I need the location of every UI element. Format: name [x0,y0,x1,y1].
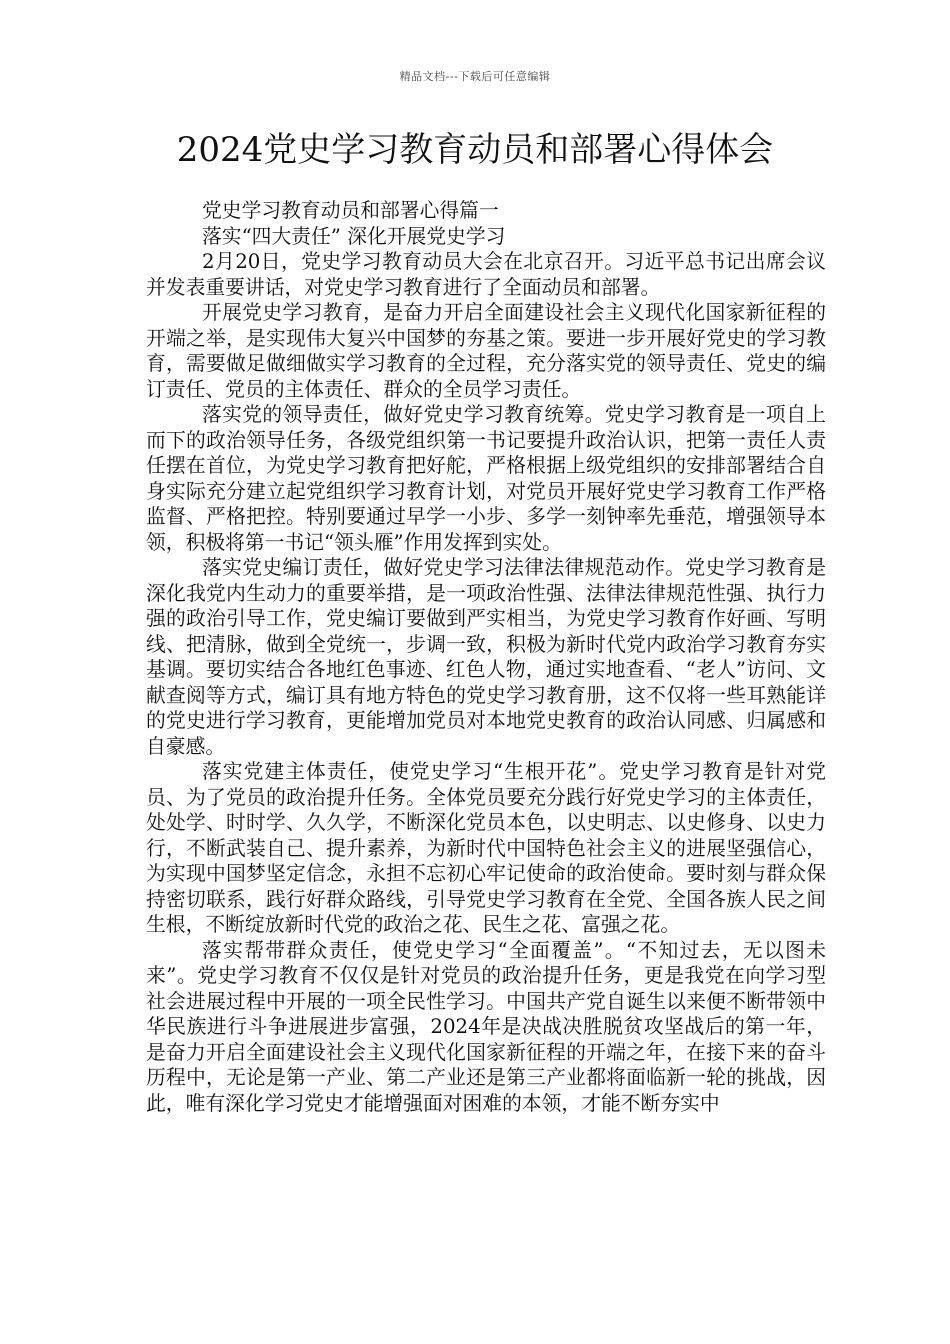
paragraph: 开展党史学习教育，是奋力开启全面建设社会主义现代化国家新征程的开端之举，是实现伟大复兴中国梦的夯基之策。要进一步开展好党史的学习教育，需要做足做细做实学习教育的全过程，充分落实党的领导责任、党史的编订责任、党员的主体责任、群众的全员学习责任。 [146,301,826,401]
section-subtitle: 落实“四大责任” 深化开展党史学习 [202,224,506,248]
paragraph: 落实党建主体责任，使党史学习“生根开花”。党史学习教育是针对党员、为了党员的政治提升任务。全体党员要充分践行好党史学习的主体责任，处处学、时时学、久久学，不断深化党员本色，以史明志、以史修身、以史力行，不断武装自己、提升素养，为新时代中国特色社会主义的进展坚强信心，为实现中国梦坚定信念，永担不忘初心牢记使命的政治使命。要时刻与群众保持密切联系，践行好群众路线，引导党史学习教育在全党、全国各族人民之间生根，不断绽放新时代党的政治之花、民生之花、富强之花。 [146,760,826,936]
page-header-note: 精品文档---下载后可任意编辑 [399,70,551,83]
section-heading: 党史学习教育动员和部署心得篇一 [202,199,499,222]
paragraph: 落实帮带群众责任，使党史学习“全面覆盖”。“不知过去，无以图未来”。党史学习教育不仅仅是针对党员的政治提升任务，更是我党在向学习型社会进展过程中开展的一项全民性学习。中国共产党自诞生以来便不断带领中华民族进行斗争进展进步富强，2024年是决战决胜脱贫攻坚战后的第一年，是奋力开启全面建设社会主义现代化国家新征程的开端之年，在接下来的奋斗历程中，无论是第一产业、第二产业还是第三产业都将面临新一轮的挑战，因此，唯有深化学习党史才能增强面对困难的本领，才能不断夯实中 [146,938,826,1115]
document-title: 2024党史学习教育动员和部署心得体会 [176,130,774,170]
paragraph: 2月20日，党史学习教育动员大会在北京召开。习近平总书记出席会议并发表重要讲话，对党史学习教育进行了全面动员和部署。 [146,250,826,299]
paragraph: 落实党的领导责任，做好党史学习教育统筹。党史学习教育是一项自上而下的政治领导任务，各级党组织第一书记要提升政治认识，把第一责任人责任摆在首位，为党史学习教育把好舵，严格根据上级党组织的安排部署结合自身实际充分建立起党组织学习教育计划，对党员开展好党史学习教育工作严格监督、严格把控。特别要通过早学一小步、多学一刻钟率先垂范，增强领导本领，积极将第一书记“领头雁”作用发挥到实处。 [146,403,826,554]
document-body [146,198,826,1116]
paragraph: 落实党史编订责任，做好党史学习法律法律规范动作。党史学习教育是深化我党内生动力的重要举措，是一项政治性强、法律法律规范性强、执行力强的政治引导工作，党史编订要做到严实相当，为党史学习教育作好画、写明线、把清脉，做到全党统一，步调一致，积极为新时代党内政治学习教育夯实基调。要切实结合各地红色事迹、红色人物，通过实地查看、“老人”访问、文献查阅等方式，编订具有地方特色的党史学习教育册，这不仅将一些耳熟能详的党史进行学习教育，更能增加党员对本地党史教育的政治认同感、归属感和自豪感。 [146,556,826,758]
